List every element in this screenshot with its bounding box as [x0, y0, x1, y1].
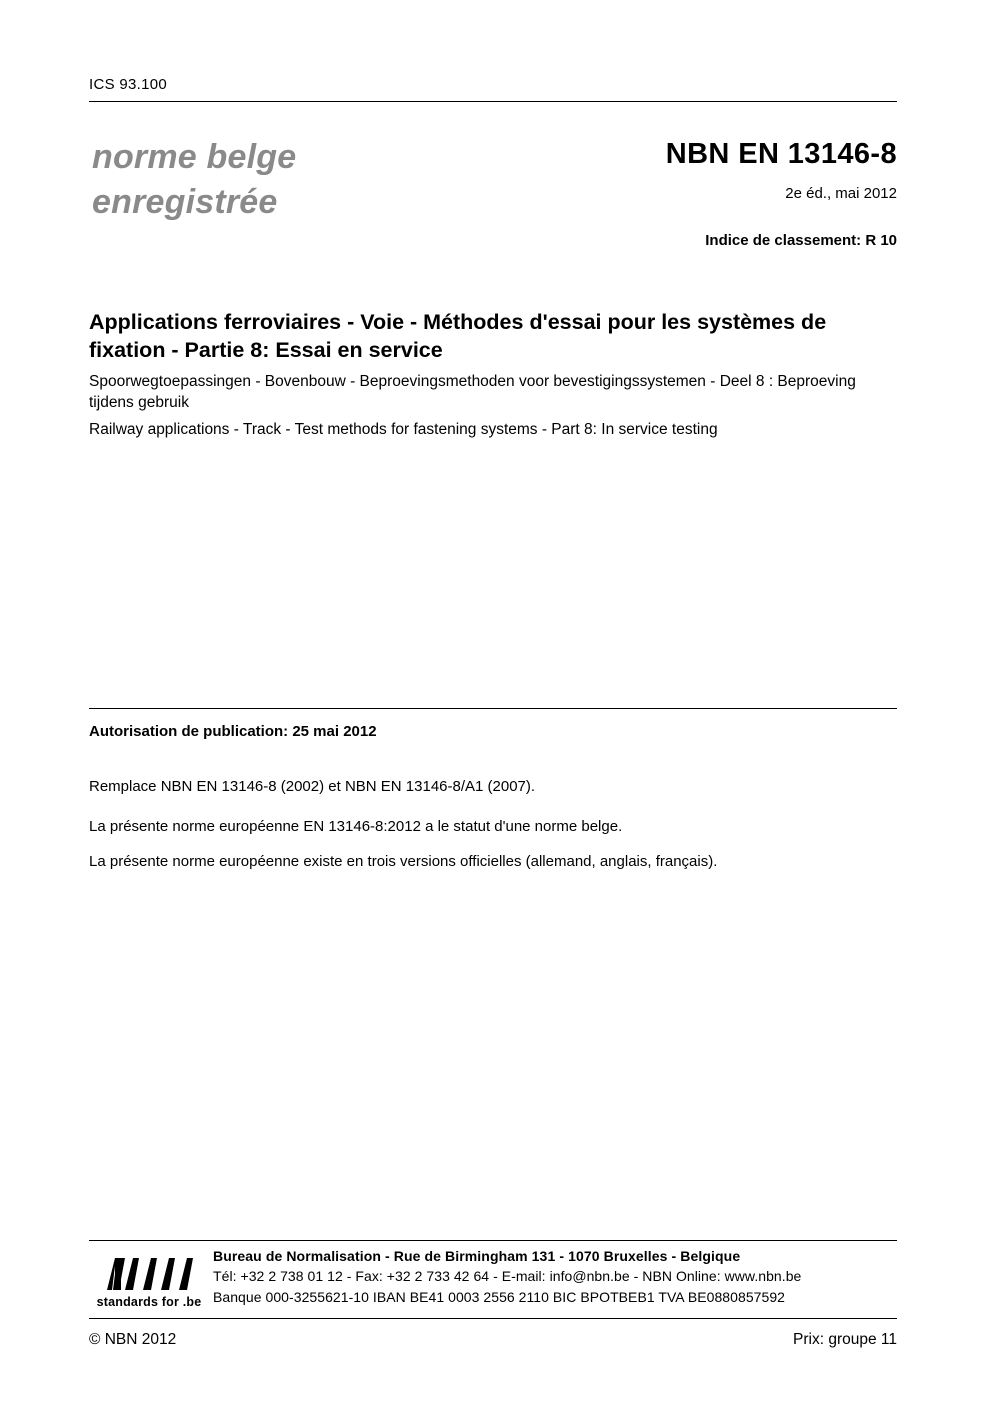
nbn-logo — [89, 1248, 209, 1309]
publication-note-replaces: Remplace NBN EN 13146-8 (2002) et NBN EN 13146-8/A1 (2007). — [89, 778, 536, 795]
ics-code: ICS 93.100 — [89, 76, 168, 93]
title-dutch: Spoorwegtoepassingen - Bovenbouw - Beproevingsmethoden voor bevestigingssystemen - Deel 8 : Beproeving tijdens gebruik — [89, 373, 856, 412]
copyright-notice: © NBN 2012 — [89, 1331, 177, 1348]
nbn-logo-icon — [101, 1248, 197, 1294]
standard-classification: Indice de classement: R 10 — [705, 232, 897, 249]
footer-contact: Tél: +32 2 738 01 12 - Fax: +32 2 733 42 64 - E-mail: info@nbn.be - NBN Online: www.nbn.be — [213, 1268, 802, 1285]
publication-authorization: Autorisation de publication: 25 mai 2012 — [89, 723, 377, 740]
page-content — [89, 0, 897, 1403]
divider-footer-top — [89, 1240, 897, 1241]
title-english: Railway applications - Track - Test methods for fastening systems - Part 8: In service testing — [89, 421, 718, 438]
logo-caption: standards for .be — [96, 1295, 202, 1309]
footer-bank-details: Banque 000-3255621-10 IBAN BE41 0003 2556 2110 BIC BPOTBEB1 TVA BE0880857592 — [213, 1288, 785, 1305]
wordmark-line-2: enregistrée — [92, 183, 278, 222]
footer-address: Bureau de Normalisation - Rue de Birmingham 131 - 1070 Bruxelles - Belgique — [213, 1248, 741, 1264]
standard-number: NBN EN 13146-8 — [665, 138, 897, 170]
standard-edition: 2e éd., mai 2012 — [785, 185, 897, 202]
publisher-wordmark — [92, 135, 296, 225]
publication-note-status: La présente norme européenne EN 13146-8:2012 a le statut d'une norme belge. — [89, 818, 623, 835]
wordmark-line-1: norme belge — [92, 138, 297, 176]
divider-middle — [89, 708, 897, 709]
divider-footer-bottom — [89, 1318, 897, 1319]
title-french: Applications ferroviaires - Voie - Méthodes d'essai pour les systèmes de fixation - Partie 8: Essai en service — [89, 310, 827, 363]
divider-top — [89, 101, 897, 102]
price-group: Prix: groupe 11 — [793, 1331, 897, 1348]
footer-contact-block — [213, 1246, 897, 1307]
publication-note-versions: La présente norme européenne existe en trois versions officielles (allemand, anglais, français). — [89, 853, 718, 870]
